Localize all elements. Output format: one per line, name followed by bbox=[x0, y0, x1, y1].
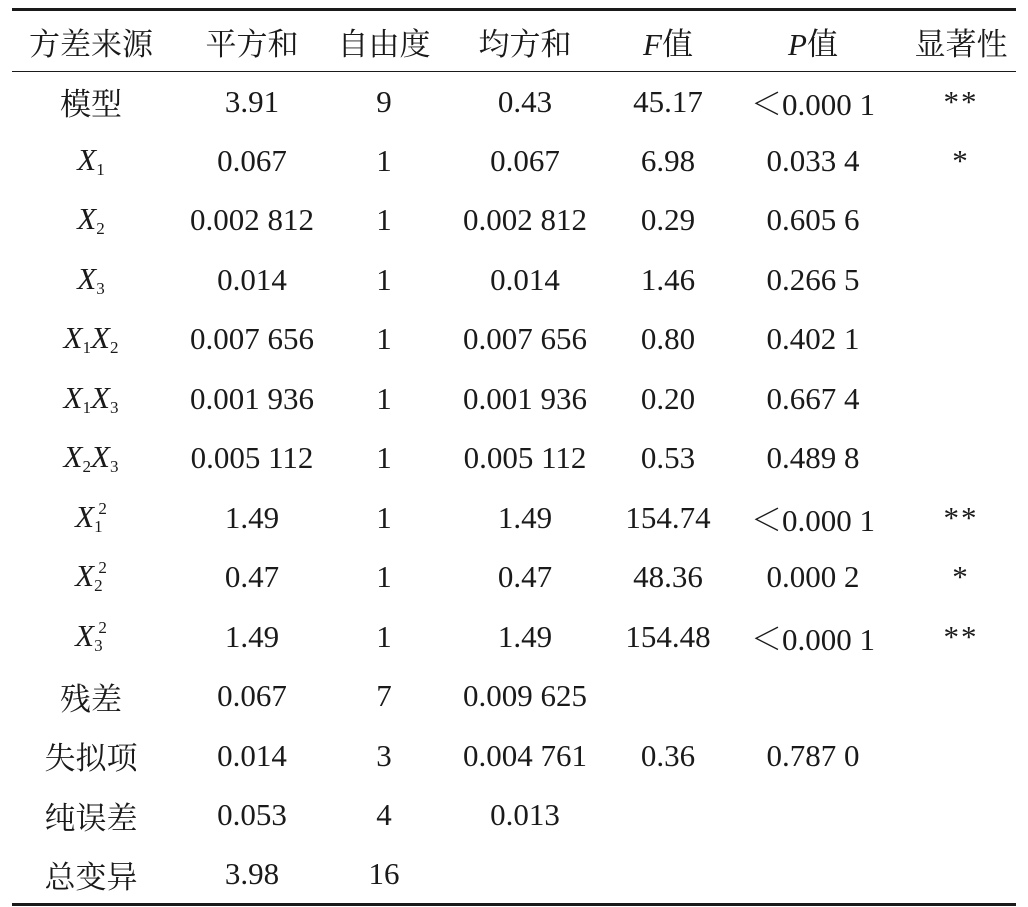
f-symbol: F bbox=[643, 26, 662, 62]
cell-mean-square: 1.49 bbox=[497, 618, 553, 654]
header-f-value bbox=[616, 10, 720, 72]
cell-significance: * bbox=[952, 142, 970, 178]
cell-degrees-of-freedom: 1 bbox=[376, 321, 392, 357]
cell-source bbox=[12, 369, 170, 429]
p-suffix: 值 bbox=[806, 26, 838, 62]
cell-mean-square: 0.004 761 bbox=[463, 737, 587, 773]
table-row bbox=[12, 726, 1016, 786]
cell-source bbox=[12, 250, 170, 310]
cell-p-value: 0.605 6 bbox=[766, 202, 860, 238]
cell-significance: ** bbox=[943, 83, 979, 119]
factor-variable: X bbox=[63, 439, 83, 475]
factor-subscript: 1 bbox=[94, 516, 103, 536]
table-row bbox=[12, 488, 1016, 548]
factor-subscript: 3 bbox=[96, 278, 105, 298]
cell-p-value: 0.402 1 bbox=[766, 321, 860, 357]
cell-sum-of-squares: 0.47 bbox=[224, 559, 280, 595]
cell-significance: ** bbox=[943, 499, 979, 535]
cell-sum-of-squares: 1.49 bbox=[224, 618, 280, 654]
table-row bbox=[12, 369, 1016, 429]
cell-source bbox=[12, 310, 170, 370]
cell-degrees-of-freedom: 1 bbox=[376, 261, 392, 297]
cell-degrees-of-freedom: 1 bbox=[376, 499, 392, 535]
table-row bbox=[12, 310, 1016, 370]
cell-f-value: 48.36 bbox=[633, 559, 703, 595]
cell-source: 模型 bbox=[60, 87, 122, 122]
factor-superscript: 2 bbox=[98, 558, 107, 578]
cell-f-value: 154.74 bbox=[625, 499, 711, 535]
factor-variable: X bbox=[75, 617, 95, 653]
table-row bbox=[12, 131, 1016, 191]
factor-variable: X bbox=[91, 439, 110, 475]
factor-superscript: 2 bbox=[98, 617, 107, 637]
cell-sum-of-squares: 0.014 bbox=[217, 737, 287, 773]
cell-mean-square: 0.009 625 bbox=[463, 678, 587, 714]
header-degrees-of-freedom: 自由度 bbox=[334, 10, 434, 72]
table-row bbox=[12, 845, 1016, 905]
anova-table bbox=[12, 8, 1016, 906]
cell-p-value: 0.489 8 bbox=[766, 440, 860, 476]
cell-significance bbox=[906, 369, 1016, 429]
cell-f-value: 0.80 bbox=[640, 321, 696, 357]
cell-source: 总变异 bbox=[12, 845, 170, 905]
cell-degrees-of-freedom: 1 bbox=[376, 142, 392, 178]
cell-p-value bbox=[720, 845, 906, 905]
cell-p-value bbox=[720, 786, 906, 846]
cell-significance: ** bbox=[943, 618, 979, 654]
cell-p-value: ＜0.000 1 bbox=[751, 87, 875, 122]
cell-degrees-of-freedom: 16 bbox=[334, 845, 434, 905]
cell-sum-of-squares: 0.005 112 bbox=[190, 440, 314, 476]
cell-degrees-of-freedom: 1 bbox=[376, 559, 392, 595]
factor-variable: X bbox=[75, 558, 95, 594]
table-body bbox=[12, 72, 1016, 905]
cell-source bbox=[12, 488, 170, 548]
cell-f-value: 0.53 bbox=[640, 440, 696, 476]
header-row bbox=[12, 10, 1016, 72]
table-row bbox=[12, 667, 1016, 727]
cell-sum-of-squares: 0.001 936 bbox=[190, 380, 314, 416]
cell-significance: * bbox=[952, 559, 970, 595]
cell-mean-square: 1.49 bbox=[497, 499, 553, 535]
cell-p-value: 0.266 5 bbox=[766, 261, 860, 297]
cell-degrees-of-freedom: 7 bbox=[376, 678, 392, 714]
cell-source: 残差 bbox=[60, 681, 122, 717]
table-row bbox=[12, 429, 1016, 489]
cell-p-value: 0.667 4 bbox=[766, 380, 860, 416]
factor-superscript: 2 bbox=[98, 498, 107, 518]
factor-variable: X bbox=[77, 260, 97, 296]
cell-degrees-of-freedom: 9 bbox=[376, 83, 392, 119]
cell-degrees-of-freedom: 1 bbox=[376, 202, 392, 238]
factor-subscript: 2 bbox=[94, 576, 103, 596]
cell-source: 失拟项 bbox=[44, 741, 138, 777]
cell-mean-square: 0.067 bbox=[490, 142, 560, 178]
cell-p-value: ＜0.000 1 bbox=[751, 622, 875, 658]
cell-f-value: 0.20 bbox=[640, 380, 696, 416]
cell-degrees-of-freedom: 1 bbox=[376, 440, 392, 476]
factor-subscript: 2 bbox=[96, 219, 105, 239]
cell-p-value: ＜0.000 1 bbox=[751, 503, 875, 539]
cell-sum-of-squares: 3.98 bbox=[170, 845, 334, 905]
cell-p-value: 0.000 2 bbox=[766, 559, 860, 595]
factor-variable: X bbox=[63, 379, 83, 415]
cell-degrees-of-freedom: 3 bbox=[376, 737, 392, 773]
cell-source: 纯误差 bbox=[44, 800, 138, 836]
factor-subscript: 2 bbox=[82, 457, 91, 477]
cell-degrees-of-freedom: 4 bbox=[376, 797, 392, 833]
header-p-value bbox=[720, 10, 906, 72]
cell-sum-of-squares: 0.067 bbox=[217, 142, 287, 178]
header-mean-square: 均方和 bbox=[434, 10, 616, 72]
factor-variable: X bbox=[91, 320, 110, 356]
header-sum-of-squares: 平方和 bbox=[170, 10, 334, 72]
cell-f-value bbox=[616, 667, 720, 727]
cell-sum-of-squares: 0.067 bbox=[217, 678, 287, 714]
cell-mean-square: 0.001 936 bbox=[463, 380, 587, 416]
cell-significance bbox=[906, 667, 1016, 727]
factor-subscript: 3 bbox=[94, 635, 103, 655]
cell-significance bbox=[906, 250, 1016, 310]
table-row bbox=[12, 786, 1016, 846]
cell-f-value: 1.46 bbox=[640, 261, 696, 297]
cell-source bbox=[12, 607, 170, 667]
cell-p-value bbox=[720, 667, 906, 727]
cell-significance bbox=[906, 191, 1016, 251]
cell-p-value: 0.787 0 bbox=[766, 737, 860, 773]
table-row bbox=[12, 607, 1016, 667]
cell-p-value: 0.033 4 bbox=[766, 142, 860, 178]
cell-significance bbox=[906, 726, 1016, 786]
p-symbol: P bbox=[788, 26, 807, 62]
cell-significance bbox=[906, 310, 1016, 370]
cell-source bbox=[12, 191, 170, 251]
cell-f-value bbox=[616, 845, 720, 905]
cell-significance bbox=[906, 845, 1016, 905]
cell-sum-of-squares: 1.49 bbox=[224, 499, 280, 535]
cell-source bbox=[12, 548, 170, 608]
cell-sum-of-squares: 3.91 bbox=[224, 83, 280, 119]
factor-subscript: 1 bbox=[82, 338, 91, 358]
cell-f-value bbox=[616, 786, 720, 846]
cell-mean-square: 0.007 656 bbox=[463, 321, 587, 357]
cell-significance bbox=[906, 786, 1016, 846]
cell-f-value: 154.48 bbox=[625, 618, 711, 654]
table-row bbox=[12, 191, 1016, 251]
factor-variable: X bbox=[75, 498, 95, 534]
cell-significance bbox=[906, 429, 1016, 489]
cell-sum-of-squares: 0.014 bbox=[217, 261, 287, 297]
cell-mean-square: 0.013 bbox=[490, 797, 560, 833]
cell-f-value: 45.17 bbox=[633, 83, 703, 119]
cell-f-value: 0.29 bbox=[640, 202, 696, 238]
table-row bbox=[12, 72, 1016, 132]
factor-subscript: 3 bbox=[109, 397, 119, 417]
header-source: 方差来源 bbox=[12, 10, 170, 72]
factor-variable: X bbox=[91, 379, 110, 415]
cell-sum-of-squares: 0.007 656 bbox=[190, 321, 314, 357]
table-row bbox=[12, 548, 1016, 608]
factor-variable: X bbox=[63, 320, 83, 356]
cell-mean-square: 0.43 bbox=[497, 83, 553, 119]
cell-mean-square bbox=[434, 845, 616, 905]
factor-subscript: 3 bbox=[109, 457, 119, 477]
cell-mean-square: 0.47 bbox=[497, 559, 553, 595]
table-row bbox=[12, 250, 1016, 310]
factor-subscript: 1 bbox=[96, 159, 105, 179]
cell-degrees-of-freedom: 1 bbox=[376, 618, 392, 654]
cell-source bbox=[12, 429, 170, 489]
cell-sum-of-squares: 0.053 bbox=[217, 797, 287, 833]
factor-subscript: 1 bbox=[82, 397, 91, 417]
cell-mean-square: 0.005 112 bbox=[463, 440, 587, 476]
header-significance: 显著性 bbox=[906, 10, 1016, 72]
factor-subscript: 2 bbox=[109, 338, 119, 358]
factor-variable: X bbox=[77, 201, 97, 237]
cell-sum-of-squares: 0.002 812 bbox=[190, 202, 314, 238]
cell-mean-square: 0.002 812 bbox=[463, 202, 587, 238]
f-suffix: 值 bbox=[661, 26, 693, 62]
cell-mean-square: 0.014 bbox=[490, 261, 560, 297]
cell-f-value: 6.98 bbox=[640, 142, 696, 178]
cell-f-value: 0.36 bbox=[640, 737, 696, 773]
factor-variable: X bbox=[77, 141, 97, 177]
cell-source bbox=[12, 131, 170, 191]
cell-degrees-of-freedom: 1 bbox=[376, 380, 392, 416]
